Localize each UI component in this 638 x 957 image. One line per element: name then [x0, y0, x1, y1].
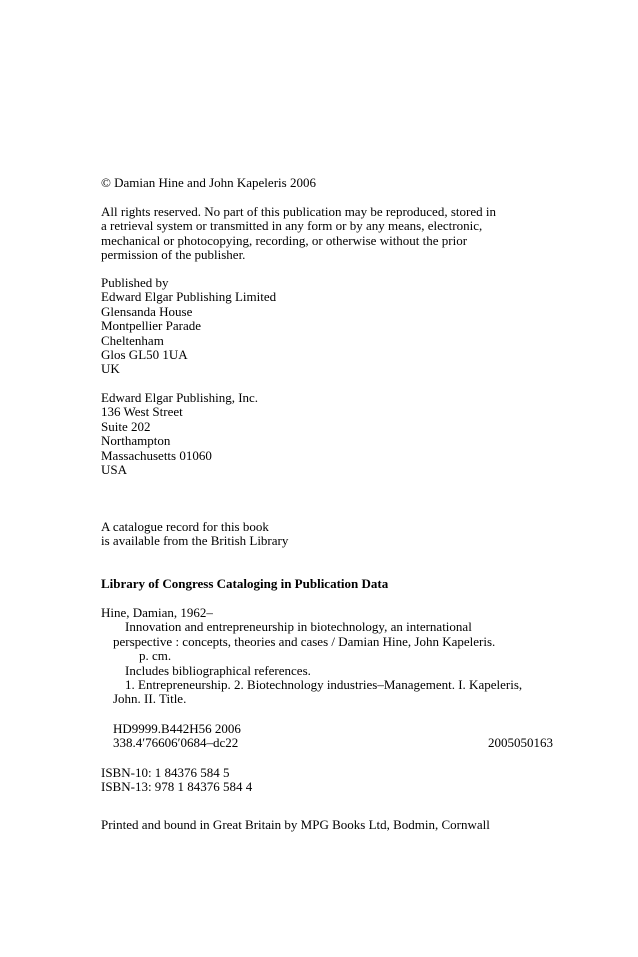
- address-line: UK: [101, 361, 120, 377]
- address-line: USA: [101, 461, 128, 477]
- cip-class-number: HD9999.B442H56 2006: [113, 721, 241, 736]
- address-line: Published by: [101, 275, 169, 290]
- isbn-line: ISBN-10: 1 84376 584 5: [101, 765, 230, 780]
- cip-dewey-number: 338.4′76606′0684–dc22: [113, 735, 239, 751]
- cip-subjects: 1. Entrepreneurship. 2. Biotechnology industries–Management. I. Kapeleris,: [125, 676, 523, 692]
- address-line: Edward Elgar Publishing Limited: [101, 289, 277, 305]
- cip-pages: p. cm.: [139, 648, 172, 664]
- address-line: Edward Elgar Publishing, Inc.: [101, 390, 259, 405]
- cip-classification: [101, 722, 553, 751]
- address-line: Suite 202: [101, 418, 151, 434]
- catalogue-record: [101, 520, 553, 549]
- isbn-block: [101, 766, 553, 795]
- cip-dewey-row: [101, 736, 553, 750]
- catalogue-line: is available from the British Library: [101, 533, 289, 549]
- printer-line: Printed and bound in Great Britain by MPG Books Ltd, Bodmin, Cornwall: [101, 817, 490, 832]
- address-line: Glensanda House: [101, 303, 193, 319]
- address-line: 136 West Street: [101, 404, 183, 420]
- address-line: Montpellier Parade: [101, 318, 201, 334]
- isbn-line: ISBN-13: 978 1 84376 584 4: [101, 779, 253, 795]
- rights-line: mechanical or photocopying, recording, or otherwise without the prior: [101, 232, 468, 248]
- address-line: Northampton: [101, 433, 171, 449]
- catalogue-line: A catalogue record for this book: [101, 519, 269, 534]
- cip-lccn: 2005050163: [488, 735, 553, 751]
- cip-title: perspective : concepts, theories and cases / Damian Hine, John Kapeleris.: [113, 633, 496, 649]
- loc-heading: [101, 577, 553, 591]
- address-line: Massachusetts 01060: [101, 447, 212, 463]
- cip-subjects: John. II. Title.: [113, 691, 187, 707]
- copyright-line: © Damian Hine and John Kapeleris 2006: [101, 175, 316, 190]
- cip-author: Hine, Damian, 1962–: [101, 605, 213, 620]
- publisher-us-address: [101, 391, 553, 477]
- cip-record: [101, 606, 553, 707]
- address-line: Glos GL50 1UA: [101, 346, 188, 362]
- loc-heading-text: Library of Congress Cataloging in Publication Data: [101, 576, 389, 591]
- publisher-uk-address: [101, 276, 553, 377]
- cip-title: Innovation and entrepreneurship in biotechnology, an international: [125, 619, 472, 635]
- cip-bibliography: Includes bibliographical references.: [125, 662, 311, 678]
- rights-line: permission of the publisher.: [101, 247, 246, 263]
- copyright-notice: [101, 176, 553, 190]
- rights-line: All rights reserved. No part of this publication may be reproduced, stored in: [101, 204, 496, 219]
- address-line: Cheltenham: [101, 332, 164, 348]
- printer-note: [101, 818, 553, 832]
- rights-statement: [101, 205, 553, 263]
- rights-line: a retrieval system or transmitted in any form or by any means, electronic,: [101, 218, 483, 234]
